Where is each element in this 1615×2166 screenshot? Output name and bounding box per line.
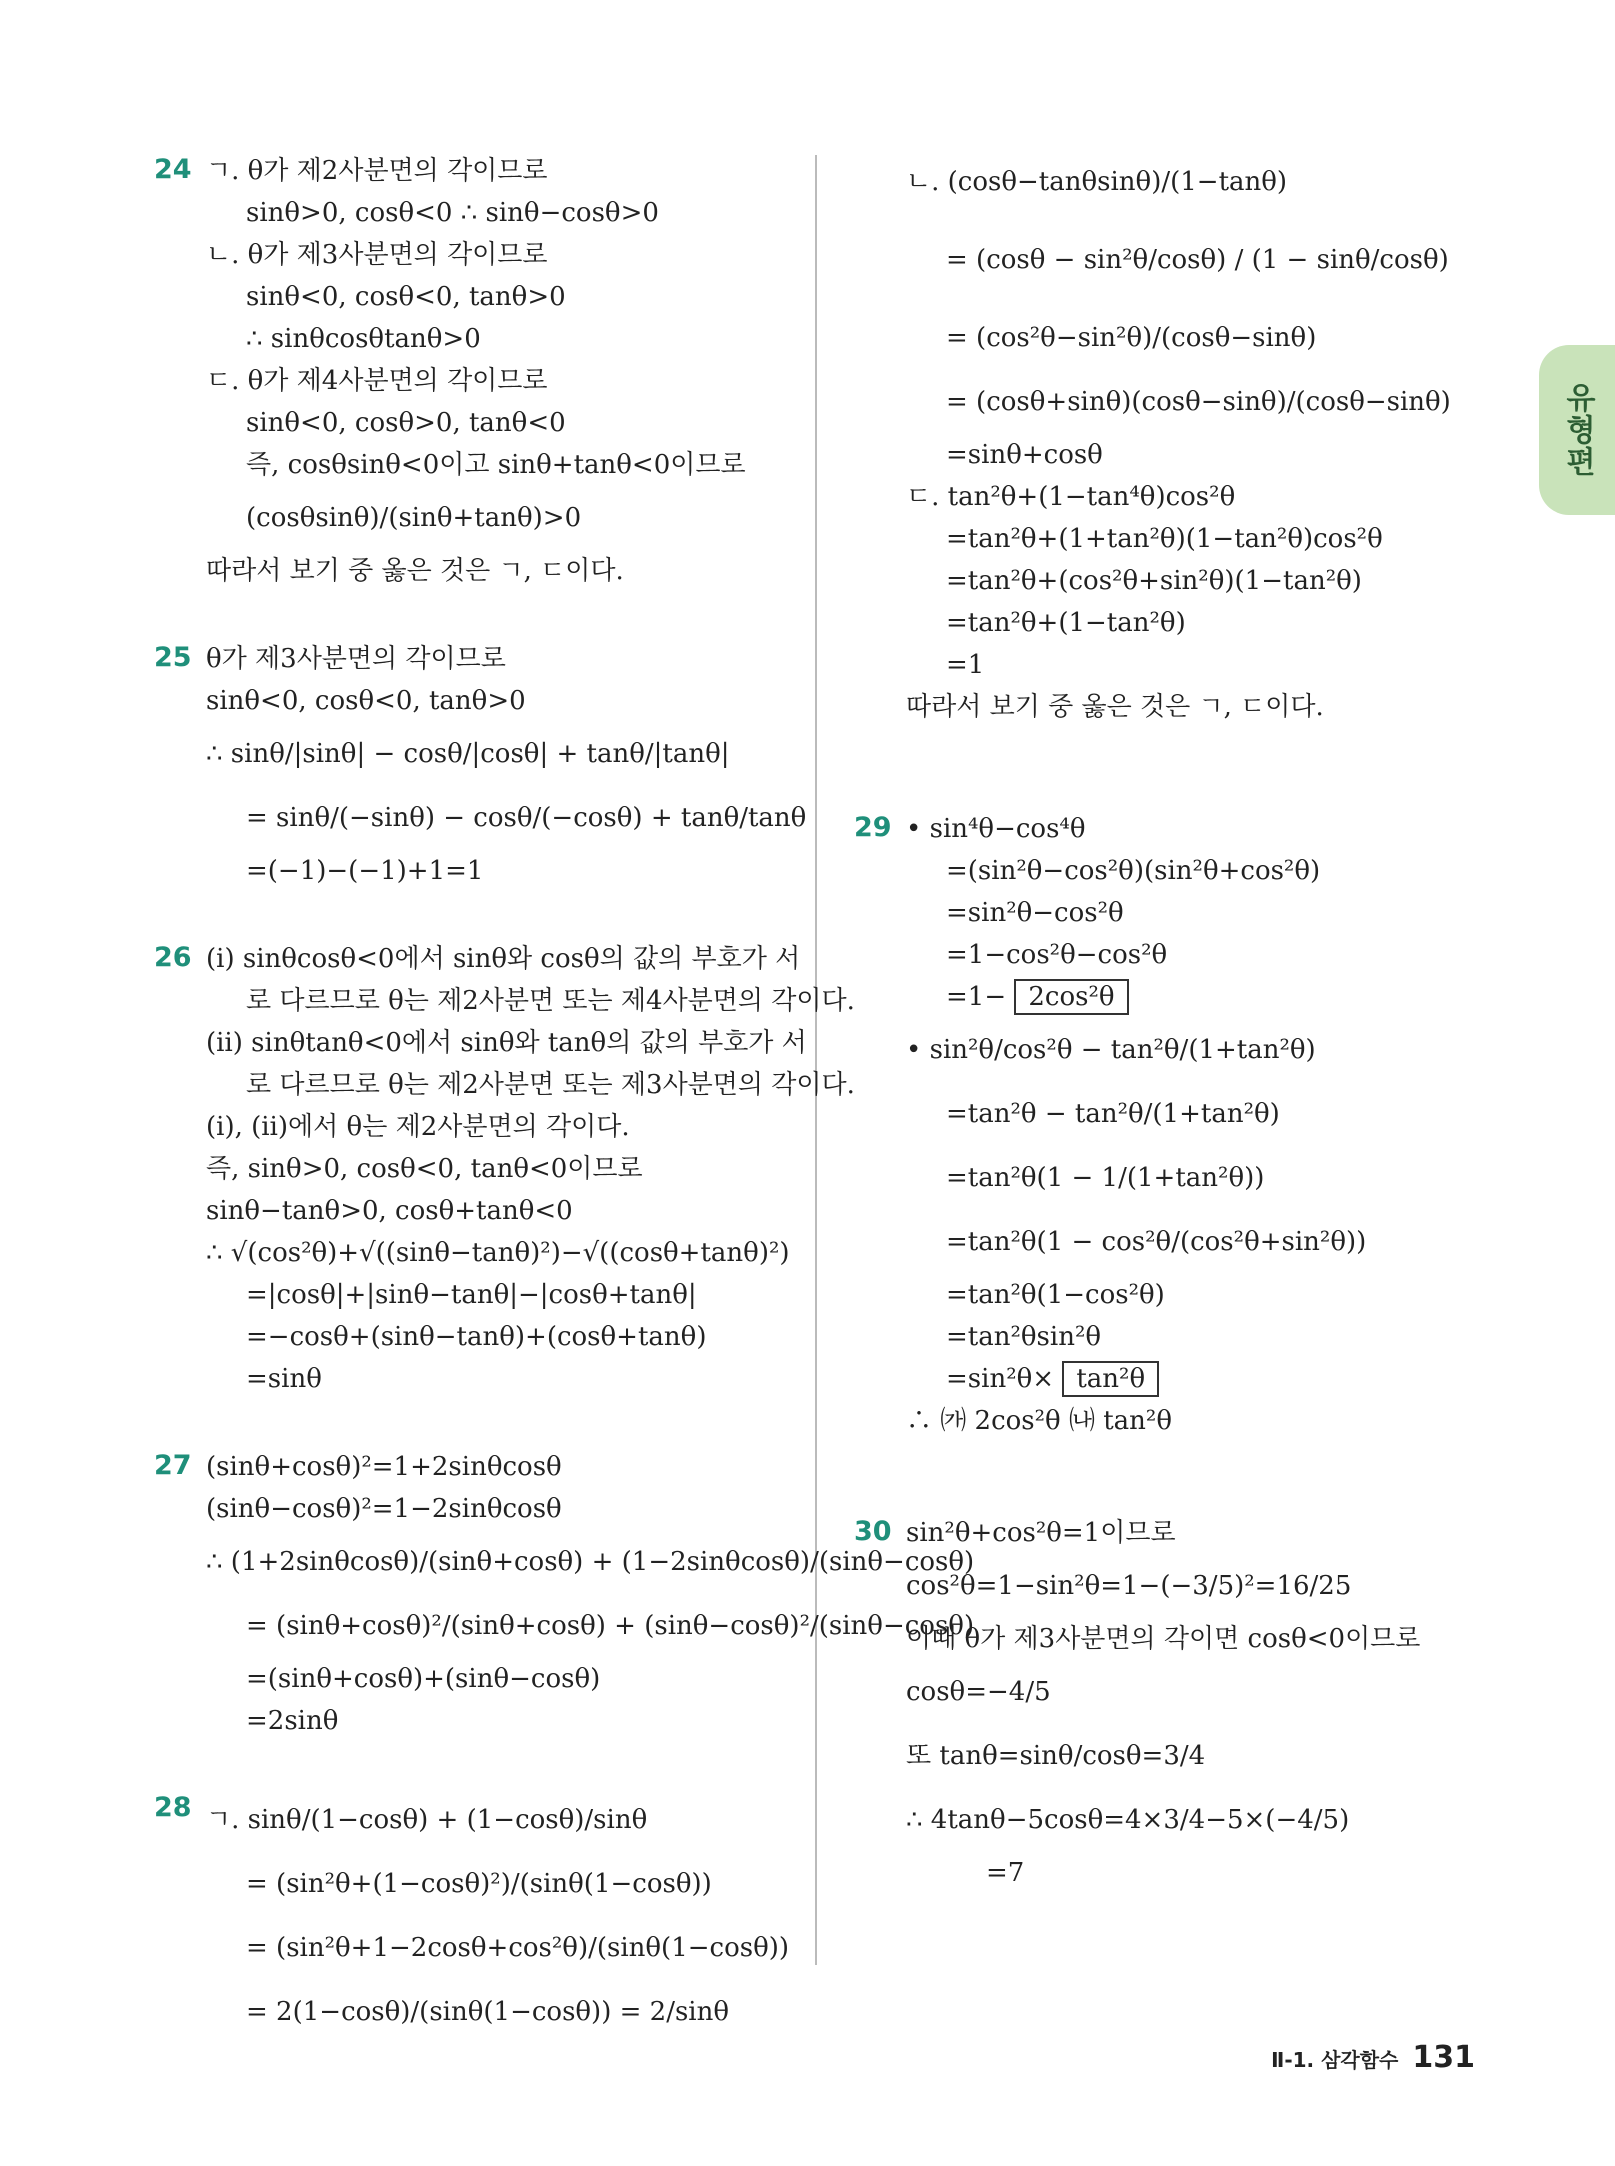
problem-number: 29 [854,812,892,843]
solution-text: sin²θ+cos²θ=1이므로 [906,1518,1176,1548]
solution-line [160,850,800,892]
solution-line [160,1106,800,1148]
problem-number: 30 [854,1516,892,1547]
solution-line [160,318,800,360]
solution-line [860,1554,1420,1618]
problem-number: 26 [154,942,192,973]
solution-text: ㄷ. tan²θ+(1−tan⁴θ)cos²θ [906,482,1236,512]
solution-line [160,1358,800,1400]
boxed-answer: tan²θ [1062,1361,1159,1397]
solution-text: 로 다르므로 θ는 제2사분면 또는 제4사분면의 각이다. [246,986,855,1016]
solution-text: sinθ>0, cosθ<0 ∴ sinθ−cosθ>0 [246,198,659,228]
solution-text: 따라서 보기 중 옳은 것은 ㄱ, ㄷ이다. [206,556,624,586]
solution-line [160,1190,800,1232]
solution-line [160,486,800,550]
solution-line [160,1232,800,1274]
solution-line [160,638,800,680]
solution-line [860,560,1420,602]
solution-line [160,1700,800,1742]
solution-line [160,444,800,486]
solution-text: =sinθ+cosθ [946,440,1103,470]
solution-text: (ⅰ), (ⅱ)에서 θ는 제2사분면의 각이다. [206,1112,630,1142]
solution-text: sinθ<0, cosθ<0, tanθ>0 [246,282,566,312]
solution-text: ∴ 4tanθ−5cosθ=4×3/4−5×(−4/5) [906,1805,1350,1835]
solution-text: = (cosθ − sin²θ/cosθ) / (1 − sinθ/cosθ) [946,245,1449,275]
solution-block [154,938,855,1400]
solution-line [160,786,807,850]
solution-line [860,1660,1420,1724]
solution-line [860,370,1451,434]
page-number: 131 [1412,2040,1475,2075]
solution-line [860,1146,1420,1210]
solution-line [160,1916,800,1980]
solution-line [160,938,800,980]
solution-line [860,1512,1420,1554]
solution-line [160,1788,800,1852]
solution-text: = sinθ/(−sinθ) − cosθ/(−cosθ) + tanθ/tanθ [246,803,807,833]
solution-text: =1−cos²θ−cos²θ [946,940,1168,970]
solution-line [160,1064,855,1106]
solution-text: = (cos²θ−sin²θ)/(cosθ−sinθ) [946,323,1317,353]
solution-text: =(sinθ+cosθ)+(sinθ−cosθ) [246,1664,601,1694]
problem-number: 28 [154,1792,192,1823]
solution-line [860,1618,1420,1660]
solution-text: =tan²θ(1 − cos²θ/(cos²θ+sin²θ)) [946,1227,1367,1257]
solution-text: =tan²θ+(1+tan²θ)(1−tan²θ)cos²θ [946,524,1383,554]
solution-line [160,1488,800,1530]
solution-line [860,1358,1420,1400]
solution-line [160,722,800,786]
solution-line [860,892,1420,934]
solution-line [160,550,800,592]
solution-block [854,808,1420,1442]
footer-section: Ⅱ-1. 삼각함수 [1271,2048,1399,2072]
solution-line [860,602,1420,644]
solution-text: 로 다르므로 θ는 제2사분면 또는 제3사분면의 각이다. [246,1070,855,1100]
solution-text: =tan²θ+(cos²θ+sin²θ)(1−tan²θ) [946,566,1362,596]
solution-text: =7 [986,1858,1025,1888]
solution-text: ∴ sinθ/|sinθ| − cosθ/|cosθ| + tanθ/|tanθ| [206,739,730,769]
solution-line [160,276,800,318]
solution-text: 또 tanθ=sinθ/cosθ=3/4 [906,1741,1206,1771]
solution-text: ㄴ. (cosθ−tanθsinθ)/(1−tanθ) [906,167,1288,197]
problem-number: 25 [154,642,192,673]
solution-line [160,1274,800,1316]
solution-line [160,1316,800,1358]
solution-text: =2sinθ [246,1706,339,1736]
solution-text: (ⅰ) sinθcosθ<0에서 sinθ와 cosθ의 값의 부호가 서 [206,944,801,974]
solution-line [860,476,1420,518]
solution-text: ∴ sinθcosθtanθ>0 [246,324,481,354]
solution-text: =tan²θ − tan²θ/(1+tan²θ) [946,1099,1280,1129]
solution-text: ㄷ. θ가 제4사분면의 각이므로 [206,366,548,396]
solution-line [860,1788,1420,1852]
solution-line [160,360,800,402]
solution-line [160,980,855,1022]
solution-text: = (sin²θ+(1−cosθ)²)/(sinθ(1−cosθ)) [246,1869,712,1899]
solution-text: ∴ (1+2sinθcosθ)/(sinθ+cosθ) + (1−2sinθcosθ)/(sinθ−cosθ) [206,1547,975,1577]
solution-line [160,1594,975,1658]
solution-line [860,150,1420,214]
solution-text: 이때 θ가 제3사분면의 각이면 cosθ<0이므로 [906,1624,1421,1654]
solution-line [860,1018,1420,1082]
solution-line [860,1852,1420,1894]
solution-text: 즉, cosθsinθ<0이고 sinθ+tanθ<0이므로 [246,450,746,480]
solution-block [154,638,807,892]
solution-text: ㄱ. θ가 제2사분면의 각이므로 [206,156,548,186]
solution-text: (cosθsinθ)/(sinθ+tanθ)>0 [246,503,582,533]
solution-text: =sinθ [246,1364,322,1394]
problem-number: 27 [154,1450,192,1481]
solution-line [860,1274,1420,1316]
solution-line [160,1022,807,1064]
solution-line [860,686,1420,728]
solution-text: =1 [946,650,985,680]
solution-text: cos²θ=1−sin²θ=1−(−3/5)²=16/25 [906,1571,1352,1601]
solution-line [860,214,1449,306]
solution-text: (sinθ+cosθ)²=1+2sinθcosθ [206,1452,562,1482]
solution-text: ㄴ. θ가 제3사분면의 각이므로 [206,240,548,270]
solution-line [860,1082,1420,1146]
column-divider [815,155,817,1965]
solution-text: cosθ=−4/5 [906,1677,1051,1707]
right-column [854,150,1451,1940]
solution-line [160,192,800,234]
solution-line [860,850,1420,892]
solution-text: 따라서 보기 중 옳은 것은 ㄱ, ㄷ이다. [906,692,1324,722]
solution-block [854,1512,1421,1894]
solution-text: =tan²θ+(1−tan²θ) [946,608,1186,638]
side-tab-label: 유형편 [1560,382,1595,478]
solution-text: = (sinθ+cosθ)²/(sinθ+cosθ) + (sinθ−cosθ)²/(sinθ−cosθ) [246,1611,975,1641]
solution-line [160,1446,800,1488]
solution-line [160,402,800,444]
solution-text: ㄱ. sinθ/(1−cosθ) + (1−cosθ)/sinθ [206,1805,648,1835]
solution-text: =(sin²θ−cos²θ)(sin²θ+cos²θ) [946,856,1321,886]
solution-text: = (sin²θ+1−2cosθ+cos²θ)/(sinθ(1−cosθ)) [246,1933,790,1963]
solution-text: (ⅱ) sinθtanθ<0에서 sinθ와 tanθ의 값의 부호가 서 [206,1028,807,1058]
solution-line [160,1658,800,1700]
section-side-tab [1539,345,1615,515]
solution-line [160,1148,800,1190]
solution-line [860,434,1420,476]
solution-text: θ가 제3사분면의 각이므로 [206,644,506,674]
solution-line [860,934,1420,976]
solution-text: • sin⁴θ−cos⁴θ [906,814,1086,844]
solution-text: • sin²θ/cos²θ − tan²θ/(1+tan²θ) [906,1035,1316,1065]
solution-line [160,1980,800,2044]
solution-line [860,518,1420,560]
solution-line [860,808,1420,850]
solution-line [860,1724,1420,1788]
solution-text: (sinθ−cosθ)²=1−2sinθcosθ [206,1494,562,1524]
solution-text: = 2(1−cosθ)/(sinθ(1−cosθ)) = 2/sinθ [246,1997,730,2027]
solution-line [160,150,800,192]
solution-text: =sin²θ× [946,1364,1063,1394]
solution-text: = (cosθ+sinθ)(cosθ−sinθ)/(cosθ−sinθ) [946,387,1451,417]
solution-text: ∴ ㈎ 2cos²θ ㈏ tan²θ [906,1406,1173,1436]
solution-line [160,234,800,276]
problem-number: 24 [154,154,192,185]
solution-block [154,150,800,592]
boxed-answer: 2cos²θ [1014,979,1128,1015]
solution-text: sinθ<0, cosθ>0, tanθ<0 [246,408,566,438]
solution-text: sinθ−tanθ>0, cosθ+tanθ<0 [206,1196,573,1226]
solution-text: ∴ √(cos²θ)+√((sinθ−tanθ)²)−√((cosθ+tanθ)²) [206,1238,790,1268]
solution-line [860,1400,1420,1442]
solution-line [860,1316,1420,1358]
solution-text: =tan²θ(1 − 1/(1+tan²θ)) [946,1163,1265,1193]
solution-block [154,1788,800,2044]
solution-text: =(−1)−(−1)+1=1 [246,856,484,886]
solution-line [860,306,1420,370]
solution-line [160,1852,800,1916]
solution-text: =|cosθ|+|sinθ−tanθ|−|cosθ+tanθ| [246,1280,697,1310]
solution-block [860,150,1451,728]
solution-text: =1− [946,982,1015,1012]
solution-text: =tan²θ(1−cos²θ) [946,1280,1165,1310]
solution-line [860,976,1420,1018]
solution-line [860,1210,1420,1274]
page-footer [1271,2040,1475,2075]
solution-text: =−cosθ+(sinθ−tanθ)+(cosθ+tanθ) [246,1322,707,1352]
solution-line [160,680,800,722]
solution-text: =sin²θ−cos²θ [946,898,1124,928]
solution-text: sinθ<0, cosθ<0, tanθ>0 [206,686,526,716]
solution-text: =tan²θsin²θ [946,1322,1102,1352]
solution-line [860,644,1420,686]
solution-text: 즉, sinθ>0, cosθ<0, tanθ<0이므로 [206,1154,643,1184]
